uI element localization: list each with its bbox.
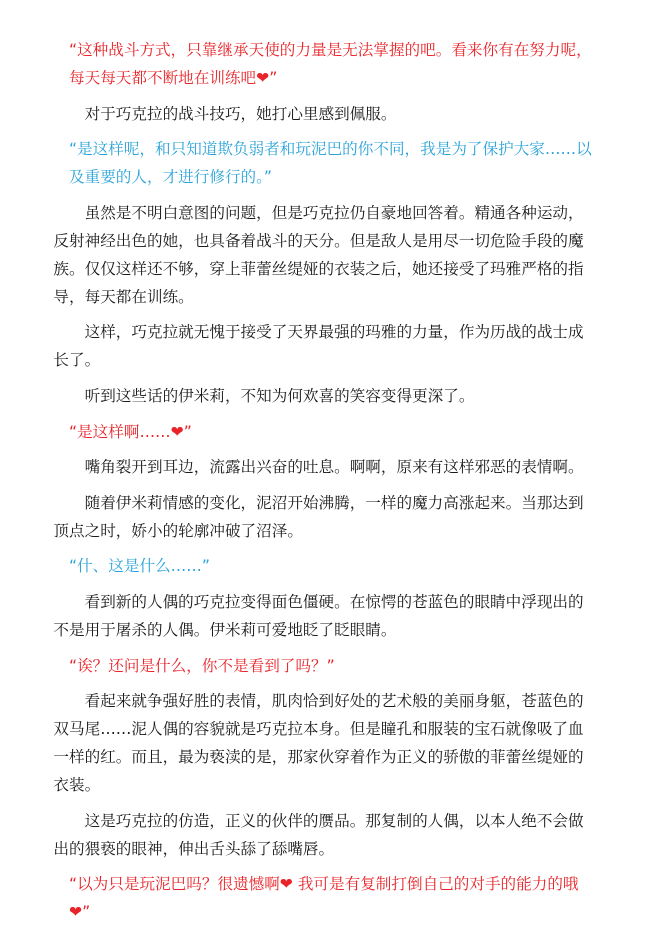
narration-paragraph-5: 嘴角裂开到耳边，流露出兴奋的吐息。啊啊，原来有这样邪恶的表情啊。	[84, 458, 584, 477]
dialogue-chocola-1: “是这样呢，和只知道欺负弱者和玩泥巴的你不同，我是为了保护大家……以及重要的人，才进行修行的。”	[69, 140, 592, 187]
narration-paragraph-1: 对于巧克拉的战斗技巧，她打心里感到佩服。	[84, 104, 397, 123]
dialogue-chocola-2: “什、这是什么……”	[69, 557, 210, 576]
document-page	[53, 36, 595, 934]
narration-paragraph-6: 随着伊米莉情感的变化，泥沼开始沸腾，一样的魔力高涨起来。当那达到顶点之时，娇小的轮廓冲破了沼泽。	[53, 493, 584, 540]
dialogue-imili-2: “是这样啊……❤”	[69, 422, 192, 441]
narration-paragraph-8: 看起来就争强好胜的表情，肌肉恰到好处的艺术般的美丽身躯，苍蓝色的双马尾……泥人偶的容貌就是巧克拉本身。但是瞳孔和服装的宝石就像吸了血一样的红。而且，最为亵渎的是，那家伙穿着作为正义的骄傲的菲蕾丝缇娅的衣装。	[53, 692, 584, 795]
narration-paragraph-3: 这样，巧克拉就无愧于接受了天界最强的玛雅的力量，作为历战的战士成长了。	[53, 323, 584, 370]
dialogue-imili-1: “这种战斗方式，只靠继承天使的力量是无法掌握的吧。看来你有在努力呢，每天每天都不断地在训练吧❤”	[69, 41, 592, 87]
narration-paragraph-7: 看到新的人偶的巧克拉变得面色僵硬。在惊愕的苍蓝色的眼睛中浮现出的不是用于屠杀的人偶。伊米莉可爱地眨了眨眼睛。	[53, 592, 584, 639]
narration-paragraph-2: 虽然是不明白意图的问题，但是巧克拉仍自豪地回答着。精通各种运动，反射神经出色的她，也具备着战斗的天分。但是敌人是用尽一切危险手段的魔族。仅仅这样还不够，穿上菲蕾丝缇娅的衣装之后，她还接受了玛雅严格的指导，每天都在训练。	[53, 203, 584, 306]
narration-paragraph-9: 这是巧克拉的仿造，正义的伙伴的赝品。那复制的人偶，以本人绝不会做出的猥亵的眼神，伸出舌头舔了舔嘴唇。	[53, 811, 584, 858]
dialogue-imili-4: “以为只是玩泥巴吗？很遗憾啊❤ 我可是有复制打倒自己的对手的能力的哦❤”	[69, 875, 579, 922]
narration-paragraph-4: 听到这些话的伊米莉，不知为何欢喜的笑容变得更深了。	[84, 386, 475, 405]
dialogue-imili-3: “诶？还问是什么，你不是看到了吗？”	[69, 656, 335, 675]
